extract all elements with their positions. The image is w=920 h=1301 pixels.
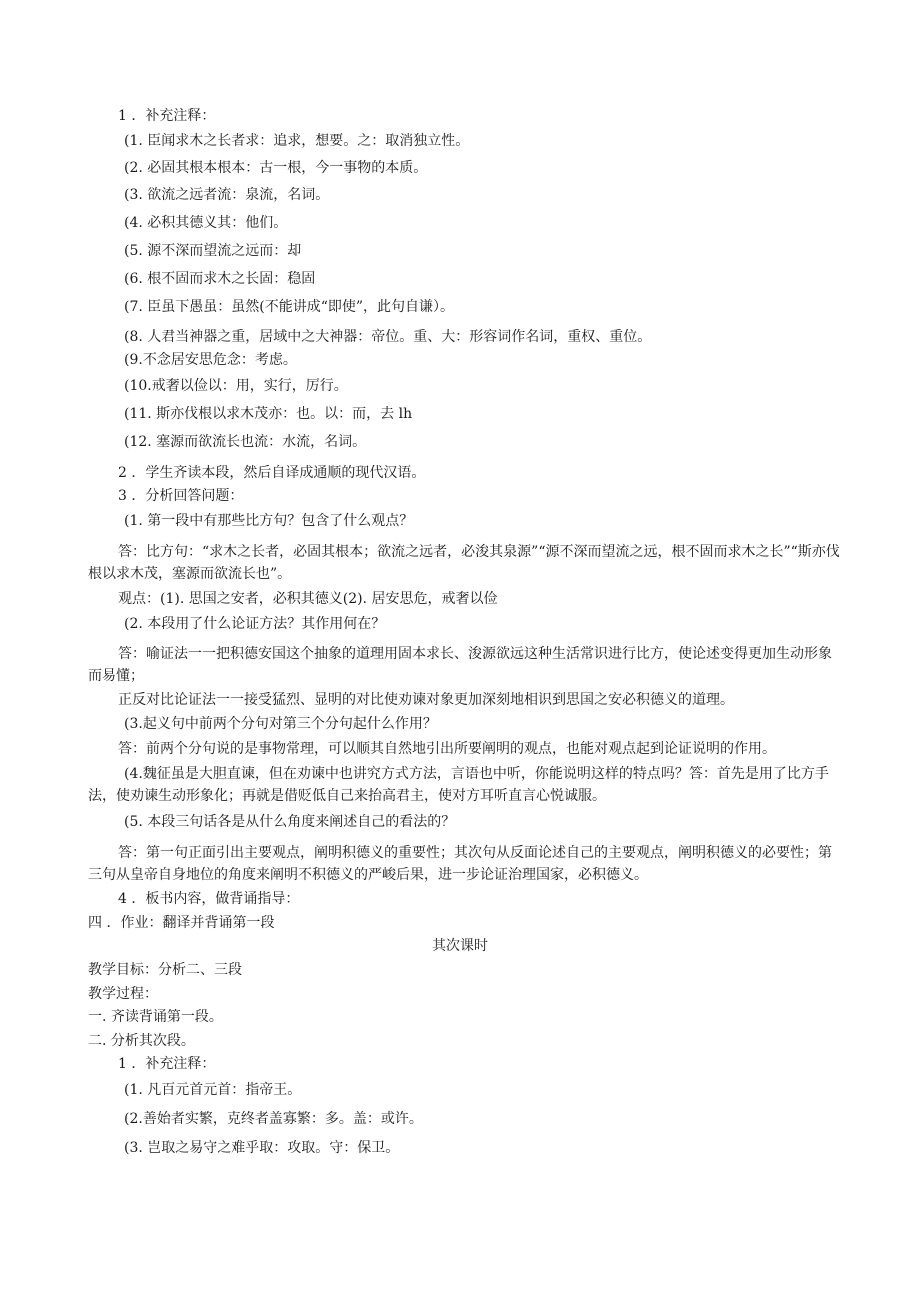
section-heading: 1 ．补充注释：	[118, 1056, 216, 1072]
answer-paragraph: 答：比方句：“求木之长者，必固其根本；欲流之远者，必浚其泉源”“源不深而望流之远，根不固而求木之长”“斯亦伐根以求木茂，塞源而欲流长也”。	[88, 544, 840, 582]
answer-paragraph: 答：前两个分句说的是事物常理，可以顺其自然地引出所要阐明的观点，也能对观点起到论证说明的作用。	[118, 741, 776, 757]
annotation-item: (2. 必固其根本根本：古一根，今一事物的本质。	[124, 160, 428, 176]
answer-paragraph: 答：第一句正面引出主要观点，阐明积德义的重要性；其次句从反面论述自己的主要观点，阐明积德义的必要性；第三句从皇帝自身地位的角度来阐明不积德义的严峻后果，进一步论证治理国家，必积德义。	[88, 845, 832, 883]
annotation-item: (3. 欲流之远者流：泉流，名词。	[124, 187, 330, 203]
annotation-item: (5. 源不深而望流之远而：却	[124, 243, 302, 259]
annotation-item: (10.戒奢以俭以：用，实行，厉行。	[124, 378, 348, 394]
question-item: (5. 本段三句话各是从什么角度来阐述自己的看法的？	[124, 814, 456, 830]
annotation-item: (1. 臣闻求木之长者求：追求，想要。之：取消独立性。	[124, 133, 470, 149]
answer-paragraph: 观点：(1). 思国之安者，必积其德义(2). 居安思危，戒奢以俭	[118, 591, 498, 607]
homework-heading: 四 ．作业：翻译并背诵第一段	[88, 915, 275, 931]
process-step: 一. 齐读背诵第一段。	[88, 1009, 223, 1025]
annotation-item: (2.善始者实繁，克终者盖寡繁：多。盖：或许。	[124, 1111, 423, 1127]
annotation-item: (7. 臣虽下愚虽：虽然(不能讲成“即使”，此句自谦）。	[124, 299, 455, 315]
annotation-item: (11. 斯亦伐根以求木茂亦：也。以：而，去 lh	[124, 406, 413, 422]
teaching-goal: 教学目标：分析二、三段	[88, 962, 242, 978]
annotation-item: (9.不念居安思危念：考虑。	[124, 352, 297, 368]
annotation-item: (4. 必积其德义其：他们。	[124, 215, 288, 231]
section-heading: 4 ．板书内容，做背诵指导：	[118, 891, 300, 907]
annotation-item: (12. 塞源而欲流长也流：水流，名词。	[124, 434, 367, 450]
annotation-item: (1. 凡百元首元首：指帝王。	[124, 1082, 302, 1098]
lesson-title: 其次课时	[432, 938, 488, 954]
annotation-item: (3. 岂取之易守之难乎取：攻取。守：保卫。	[124, 1140, 400, 1156]
section-heading: 1 ．补充注释：	[118, 108, 216, 124]
annotation-item: (6. 根不固而求木之长固：稳固	[124, 271, 316, 287]
answer-paragraph: 正反对比论证法一一接受猛烈、显明的对比使劝谏对象更加深刻地相识到思国之安必积德义的道理。	[118, 692, 734, 708]
question-item: (1. 第一段中有那些比方句？包含了什么观点？	[124, 513, 414, 529]
section-heading: 2 ．学生齐读本段，然后自译成通顺的现代汉语。	[118, 465, 426, 481]
teaching-process-heading: 教学过程：	[88, 986, 158, 1002]
answer-paragraph: 答：喻证法一一把积德安国这个抽象的道理用固本求长、浚源欲远这种生活常识进行比方，使论述变得更加生动形象而易懂；	[88, 646, 832, 684]
question-answer-paragraph: (4.魏征虽是大胆直谏，但在劝谏中也讲究方式方法，言语也中听，你能说明这样的特点吗？答：首先是用了比方手法，使劝谏生动形象化；再就是借贬低自己来抬高君主，使对方耳听直言心悦诚服。	[88, 766, 829, 804]
process-step: 二. 分析其次段。	[88, 1033, 195, 1049]
section-heading: 3 ．分析回答问题：	[118, 488, 244, 504]
annotation-item: (8. 人君当神器之重，居域中之大神器：帝位。重、大：形容词作名词，重权、重位。	[124, 329, 652, 345]
question-item: (3.起义句中前两个分句对第三个分句起什么作用？	[124, 716, 437, 732]
question-item: (2. 本段用了什么论证方法？其作用何在？	[124, 616, 386, 632]
